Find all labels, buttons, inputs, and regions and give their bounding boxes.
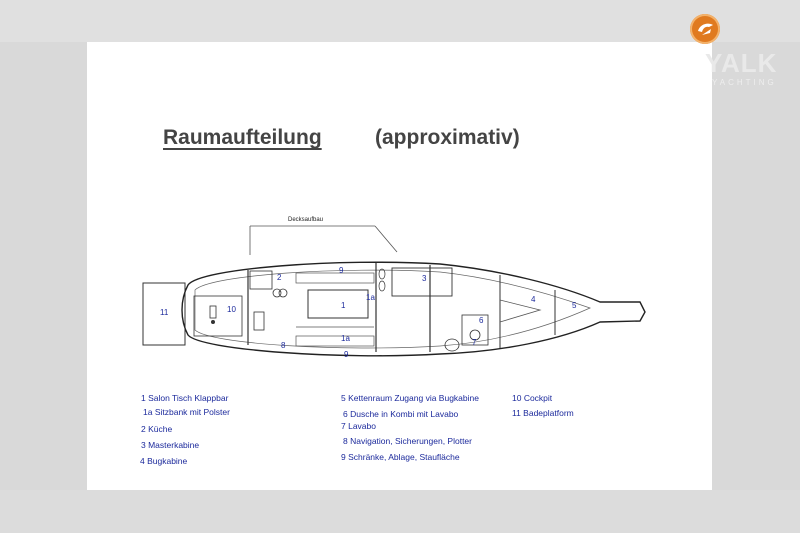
plan-label-9-top: 9 xyxy=(339,266,344,275)
plan-label-1a-top: 1a xyxy=(366,293,375,302)
plan-label-3: 3 xyxy=(422,274,427,283)
plan-label-10: 10 xyxy=(227,305,236,314)
page-subtitle: (approximativ) xyxy=(375,126,520,149)
plan-label-1: 1 xyxy=(341,301,346,310)
legend-item: 9 Schränke, Ablage, Staufläche xyxy=(341,452,460,462)
legend-item: 7 Lavabo xyxy=(341,421,376,431)
plan-label-2: 2 xyxy=(277,273,282,282)
legend-item: 3 Masterkabine xyxy=(141,440,200,450)
legend-item: 6 Dusche in Kombi mit Lavabo xyxy=(343,409,459,419)
plan-label-7: 7 xyxy=(472,338,477,347)
deck-outline xyxy=(250,226,397,255)
cockpit xyxy=(194,296,242,336)
plan-label-6: 6 xyxy=(479,316,484,325)
legend-item: 11 Badeplatform xyxy=(512,408,574,418)
legend-item: 4 Bugkabine xyxy=(140,456,188,466)
plan-label-11: 11 xyxy=(160,308,169,317)
brand-watermark-sub: YACHTING xyxy=(712,78,777,87)
plan-label-8: 8 xyxy=(281,341,286,350)
legend-item: 10 Cockpit xyxy=(512,393,553,403)
legend-item: 8 Navigation, Sicherungen, Plotter xyxy=(343,436,472,446)
salon-table xyxy=(308,290,368,318)
plan-label-1a-bottom: 1a xyxy=(341,334,350,343)
plan-label-5: 5 xyxy=(572,301,577,310)
legend-item: 1a Sitzbank mit Polster xyxy=(143,407,230,417)
brand-watermark: YALK xyxy=(705,48,778,78)
legend-item: 2 Küche xyxy=(141,424,173,434)
deck-label: Decksaufbau xyxy=(288,217,324,223)
legend-item: 1 Salon Tisch Klappbar xyxy=(141,393,229,403)
plan-label-9-bottom: 9 xyxy=(344,350,349,359)
page-title: Raumaufteilung xyxy=(163,126,322,149)
legend-item: 5 Kettenraum Zugang via Bugkabine xyxy=(341,393,479,403)
plan-label-4: 4 xyxy=(531,295,536,304)
